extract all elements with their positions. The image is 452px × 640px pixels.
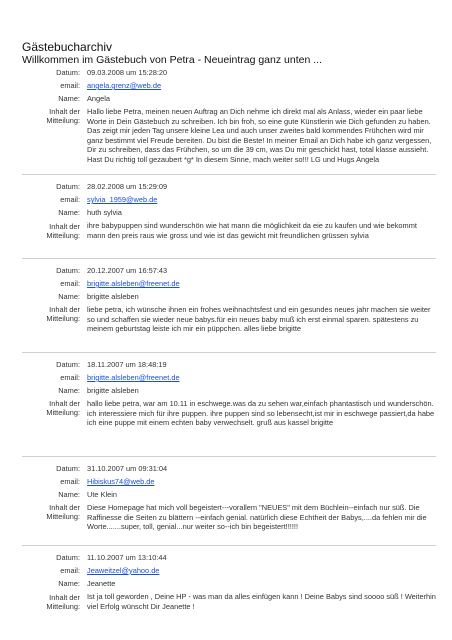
entry-message: Diese Homepage hat mich voll begeistert---vorallem "NEUES" mit dem Büchlein--einfach nur süß. Die Raffinesse die Seiten zu blättern --einfach genial. natürlich diese Echtheit der Babys,....da fehlen mir die Worte.......super, toll, genial...nur weiter so--ich bin begeistert!!!!!! [87,503,427,532]
entry-name: Ute Klein [87,490,117,499]
message-row [22,399,436,428]
entry-divider [22,545,436,546]
entry-message: liebe petra, ich wünsche ihnen ein frohes weihnachtsfest und ein gesundes neues jahr machen sie weiter so und schaffen sie wieder neue babys.für ein neues baby muß ich erst einmal sparen. spätestens zu meinem geburtstag leiste ich mir ein püppchen. alles liebe brigitte [87,305,431,334]
email-row [22,373,436,386]
name-row [22,208,436,221]
date-label: Datum: [56,68,80,77]
entry-name: brigitte alsleben [87,292,139,301]
name-label: Name: [58,386,80,395]
entry-name: Jeanette [87,579,116,588]
guestbook-entry [22,182,436,240]
message-row [22,503,436,532]
name-label: Name: [58,292,80,301]
name-label: Name: [58,208,80,217]
message-row [22,107,436,165]
guestbook-entry [22,360,436,428]
guestbook-entry [22,266,436,334]
email-row [22,566,436,579]
entry-divider [22,258,436,259]
name-row [22,490,436,503]
entry-email-link[interactable]: brigitte.alsleben@freenet.de [87,279,180,288]
page-title: Gästebucharchiv [22,40,113,54]
email-row [22,81,436,94]
name-label: Name: [58,579,80,588]
entry-message: Ist ja toll geworden , Deine HP - was man da alles einfügen kann ! Deine Babys sind soooo süß ! Weiterhin viel Erfolg wünscht Dir Jeanette ! [87,592,436,611]
entry-date: 11.10.2007 um 13:10:44 [87,553,167,562]
entry-name: Angela [87,94,111,103]
message-row [22,592,436,611]
entry-message: ihre babypuppen sind wunderschön wie hat mann die möglichkeit da eie zu kaufen und wie bekommt mann den preis raus wie gross und wie ist das gewicht mit freundlichen grüssen sylvia [87,221,417,240]
entry-email-link[interactable]: sylvia_1959@web.de [87,195,158,204]
entry-divider [22,456,436,457]
email-row [22,195,436,208]
message-label: Inhalt der Mitteilung: [46,399,80,417]
entry-date: 18.11.2007 um 18:48:19 [87,360,167,369]
entry-date: 20.12.2007 um 16:57:43 [87,266,168,275]
entry-email-link[interactable]: brigitte.alsleben@freenet.de [87,373,180,382]
entry-name: huth sylvia [87,208,122,217]
name-row [22,579,436,592]
entry-divider [22,174,436,175]
entry-date: 31.10.2007 um 09:31:04 [87,464,168,473]
message-label: Inhalt der Mitteilung: [46,221,80,240]
entry-date: 28.02.2008 um 15:29:09 [87,182,168,191]
entry-message: hallo liebe petra, war am 10.11 in eschwege.was da zu sehen war,einfach phantastisch und wunderschön. ich interessiere mich für ihre puppen. ihre puppen sind so lebensecht,ist mir in eschwege passiert,da habe ich eine puppe mit einem echten baby verwechselt. gruß aus kassel brigitte [87,399,435,428]
date-row [22,464,436,477]
date-row [22,266,436,279]
date-label: Datum: [56,464,80,473]
email-label: email: [60,81,80,90]
name-label: Name: [58,94,80,103]
page-subtitle: Willkommen im Gästebuch von Petra - Neueintrag ganz unten ... [22,54,322,66]
guestbook-entry [22,68,436,165]
date-label: Datum: [56,360,80,369]
date-row [22,553,436,566]
email-label: email: [60,195,80,204]
date-label: Datum: [56,266,80,275]
email-label: email: [60,279,80,288]
date-label: Datum: [56,553,80,562]
message-label: Inhalt der Mitteilung: [46,107,80,125]
entry-email-link[interactable]: Jeaweitzel@yahoo.de [87,566,160,575]
email-label: email: [60,477,80,486]
message-row [22,221,436,240]
entry-message: Hallo liebe Petra, meinen neuen Auftrag an Dich nehme ich direkt mal als Anlass, wieder ein paar liebe Worte in Dein Gästebuch zu schreiben. Ich bin froh, so eine gute Künstlerin wie Dich gefunden zu haben. Das zeigt mir jeden Tag unsere kleine Lea und auch unser zweites bald kommendes Frühchen wird mir ganz bestimmt viel Freude bereiten. Du bist die Beste! In meiner Email an Dich habe ich ganz vergessen, Dir zu schreiben, dass das Frühchen, so um die 39 cm, was Du mir geschickt hast, total klasse aussieht. Hast Du richtig toll gezaubert *g* In diesem Sinne, mach weiter so!!! LG und Hugs Angela [87,107,432,164]
email-label: email: [60,566,80,575]
guestbook-entry [22,464,436,532]
entry-email-link[interactable]: Hibiskus74@web.de [87,477,155,486]
email-label: email: [60,373,80,382]
date-row [22,360,436,373]
entry-name: brigitte alsleben [87,386,139,395]
name-row [22,386,436,399]
date-row [22,68,436,81]
message-label: Inhalt der Mitteilung: [46,503,80,521]
entry-date: 09.03.2008 um 15:28:20 [87,68,168,77]
email-row [22,279,436,292]
email-row [22,477,436,490]
entry-divider [22,352,436,353]
guestbook-entry [22,553,436,611]
date-label: Datum: [56,182,80,191]
message-row [22,305,436,334]
entry-email-link[interactable]: angela.grenz@web.de [87,81,162,90]
date-row [22,182,436,195]
message-label: Inhalt der Mitteilung: [46,592,80,611]
name-label: Name: [58,490,80,499]
message-label: Inhalt der Mitteilung: [46,305,80,323]
name-row [22,292,436,305]
name-row [22,94,436,107]
